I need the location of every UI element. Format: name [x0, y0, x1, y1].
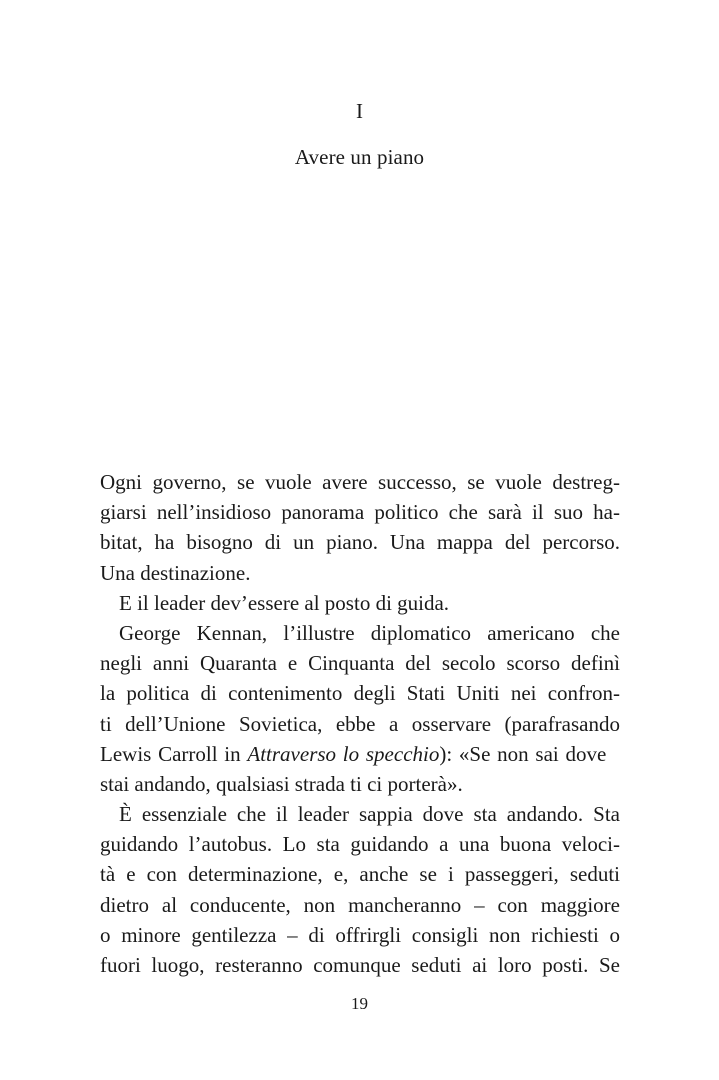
- text-line: [100, 739, 620, 769]
- text-line: E il leader dev’essere al posto di guida.: [119, 590, 450, 615]
- text-line: bitat, ha bisogno di un piano. Una mappa del percorso.: [100, 530, 620, 555]
- page-number: 19: [351, 994, 368, 1013]
- text-line: George Kennan, l’illustre diplomatico americano che: [119, 620, 620, 645]
- text-line: Ogni governo, se vuole avere successo, se vuole destreg-: [100, 470, 620, 494]
- text-line: tà e con determinazione, e, anche se i passeggeri, seduti: [100, 862, 620, 887]
- text-line: È essenziale che il leader sappia dove sta andando. Sta: [119, 802, 620, 827]
- text-line: giarsi nell’insidioso panorama politico che sarà il suo ha-: [100, 500, 620, 525]
- book-title: Attraverso lo specchio: [247, 741, 440, 766]
- text-line: Una destinazione.: [100, 560, 251, 585]
- text-line: fuori luogo, resteranno comunque seduti ai loro posti. Se: [100, 953, 620, 977]
- text-line: o minore gentilezza – di offrirgli consigli non richiesti o: [100, 922, 620, 947]
- body-text: [100, 467, 620, 980]
- text-fragment: ): «Se non sai dove: [439, 741, 607, 766]
- text-line: dietro al conducente, non mancheranno – con maggiore: [100, 892, 620, 917]
- text-line: ti dell’Unione Sovietica, ebbe a osservare (parafrasando: [100, 711, 620, 736]
- chapter-number: I: [356, 99, 363, 123]
- text-line: stai andando, qualsiasi strada ti ci porterà».: [100, 771, 463, 796]
- text-fragment: Lewis Carroll in: [100, 741, 248, 766]
- text-line: negli anni Quaranta e Cinquanta del secolo scorso definì: [100, 651, 620, 676]
- text-line: la politica di contenimento degli Stati Uniti nei confron-: [100, 681, 620, 706]
- text-line: guidando l’autobus. Lo sta guidando a una buona veloci-: [100, 832, 620, 857]
- chapter-title: Avere un piano: [294, 145, 425, 169]
